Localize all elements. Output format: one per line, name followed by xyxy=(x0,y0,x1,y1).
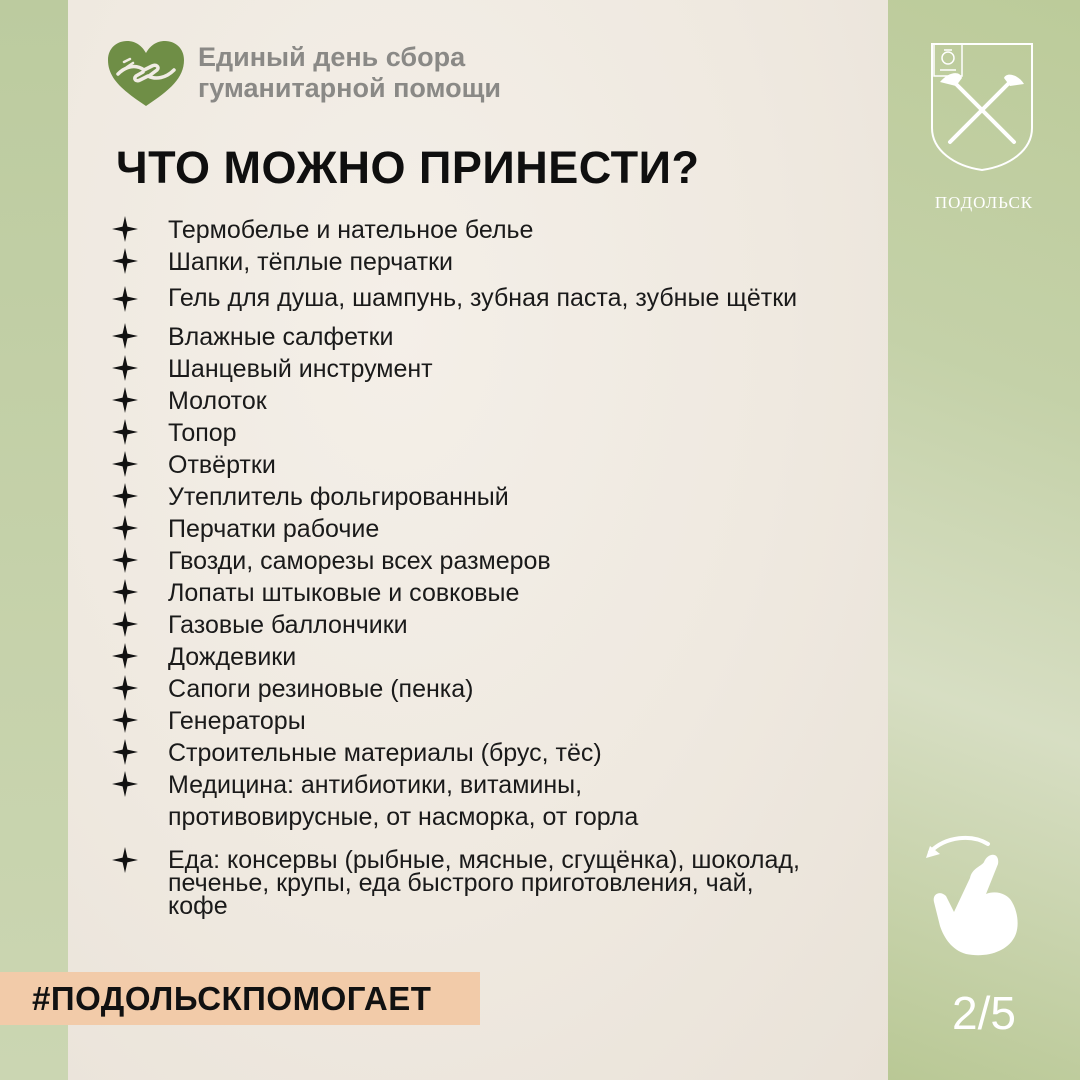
list-item-text: Генераторы xyxy=(168,707,306,735)
list-item xyxy=(112,737,842,769)
heart-hands-logo-icon xyxy=(106,40,186,108)
list-item-text: Медицина: антибиотики, витамины, противовирусные, от насморка, от горла xyxy=(168,771,639,831)
sparkle-bullet-icon xyxy=(112,579,138,605)
sparkle-bullet-icon xyxy=(112,387,138,413)
podolsk-coat-of-arms-icon xyxy=(926,38,1038,172)
page-indicator: 2/5 xyxy=(952,987,1016,1039)
sparkle-bullet-icon xyxy=(112,323,138,349)
list-item xyxy=(112,846,842,920)
list-item-text: Сапоги резиновые (пенка) xyxy=(168,675,474,703)
list-item-text: Гвозди, саморезы всех размеров xyxy=(168,547,551,575)
list-item-text: Шапки, тёплые перчатки xyxy=(168,248,453,276)
sparkle-bullet-icon xyxy=(112,643,138,669)
list-item xyxy=(112,449,842,481)
city-name: ПОДОЛЬСК xyxy=(934,193,1034,212)
sparkle-bullet-icon xyxy=(112,483,138,509)
brand-name xyxy=(198,42,501,104)
list-item-text: Строительные материалы (брус, тёс) xyxy=(168,739,602,767)
list-item xyxy=(112,321,842,353)
sparkle-bullet-icon xyxy=(112,355,138,381)
list-item-text: Отвёртки xyxy=(168,451,276,479)
list-item xyxy=(112,353,842,385)
list-item-text: Еда: консервы (рыбные, мясные, сгущёнка), шоколад, печенье, крупы, еда быстрого приготовления, чай, кофе xyxy=(168,846,800,920)
list-item xyxy=(112,385,842,417)
list-item xyxy=(112,769,842,833)
sparkle-bullet-icon xyxy=(112,248,138,274)
list-item xyxy=(112,705,842,737)
list-item xyxy=(112,246,842,278)
list-item xyxy=(112,481,842,513)
sparkle-bullet-icon xyxy=(112,739,138,765)
list-item xyxy=(112,641,842,673)
sparkle-bullet-icon xyxy=(112,847,138,873)
sparkle-bullet-icon xyxy=(112,547,138,573)
sparkle-bullet-icon xyxy=(112,611,138,637)
list-item xyxy=(112,214,842,246)
sparkle-bullet-icon xyxy=(112,451,138,477)
list-item xyxy=(112,284,842,312)
brand-line-1: Единый день сбора xyxy=(198,42,466,72)
left-green-strip xyxy=(0,0,68,1080)
list-item xyxy=(112,545,842,577)
sparkle-bullet-icon xyxy=(112,771,138,797)
sparkle-bullet-icon xyxy=(112,515,138,541)
list-item-text: Лопаты штыковые и совковые xyxy=(168,579,520,607)
sparkle-bullet-icon xyxy=(112,216,138,242)
items-list xyxy=(112,214,842,918)
sparkle-bullet-icon xyxy=(112,707,138,733)
list-item xyxy=(112,417,842,449)
list-item-text: Влажные салфетки xyxy=(168,323,394,351)
list-item-text: Газовые баллончики xyxy=(168,611,408,639)
sparkle-bullet-icon xyxy=(112,286,138,312)
list-item-text: Перчатки рабочие xyxy=(168,515,380,543)
list-item-text: Гель для душа, шампунь, зубная паста, зубные щётки xyxy=(168,284,798,312)
swipe-hand-icon xyxy=(922,832,1032,962)
list-item xyxy=(112,673,842,705)
list-item xyxy=(112,577,842,609)
list-item-text: Дождевики xyxy=(168,643,297,671)
sparkle-bullet-icon xyxy=(112,419,138,445)
hashtag-banner: #ПОДОЛЬСКПОМОГАЕТ xyxy=(0,972,480,1025)
page-title: ЧТО МОЖНО ПРИНЕСТИ? xyxy=(116,142,700,193)
list-item-text: Шанцевый инструмент xyxy=(168,355,433,383)
list-item-text: Утеплитель фольгированный xyxy=(168,483,509,511)
list-item xyxy=(112,609,842,641)
list-item xyxy=(112,513,842,545)
list-item-text: Молоток xyxy=(168,387,267,415)
list-item-text: Топор xyxy=(168,419,237,447)
brand-line-2: гуманитарной помощи xyxy=(198,73,502,103)
sparkle-bullet-icon xyxy=(112,675,138,701)
list-item-text: Термобелье и нательное белье xyxy=(168,216,534,244)
